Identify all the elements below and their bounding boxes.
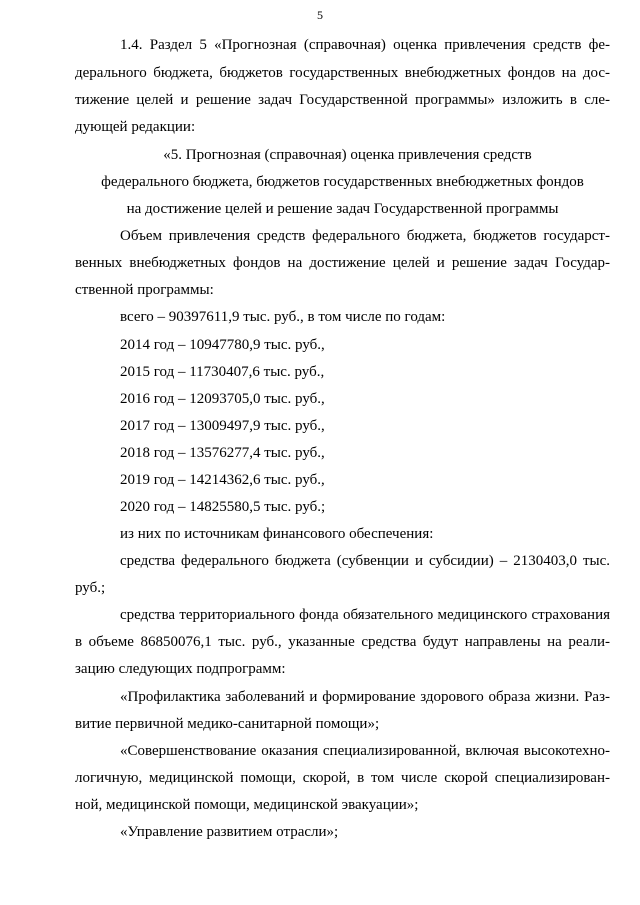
- volume-intro-line-1: Объем привлечения средств федерального бюджета, бюджетов государст-: [120, 228, 610, 244]
- section-title-line-3: на достижение целей и решение задач Государственной программы: [126, 201, 559, 217]
- item-1-4-line-3: тижение целей и решение задач Государственной программы» изложить в сле-: [75, 92, 610, 108]
- subprogram-1-line-1: «Профилактика заболеваний и формирование здорового образа жизни. Раз-: [120, 689, 610, 705]
- page-number: 5: [317, 8, 323, 22]
- year-2014-line-1: 2014 год – 10947780,9 тыс. руб.,: [120, 337, 325, 353]
- federal-funds-line-2: руб.;: [75, 580, 106, 596]
- volume-intro-line-2: венных внебюджетных фондов на достижение целей и решение задач Государ-: [75, 255, 610, 271]
- item-1-4-line-2: дерального бюджета, бюджетов государственных внебюджетных фондов на дос-: [75, 65, 610, 81]
- year-2018-line-1: 2018 год – 13576277,4 тыс. руб.,: [120, 445, 325, 461]
- year-2016-line-1: 2016 год – 12093705,0 тыс. руб.,: [120, 391, 325, 407]
- subprogram-3-line-1: «Управление развитием отрасли»;: [120, 824, 339, 840]
- year-2019-line-1: 2019 год – 14214362,6 тыс. руб.,: [120, 472, 325, 488]
- year-2020-line-1: 2020 год – 14825580,5 тыс. руб.;: [120, 499, 326, 515]
- territorial-fund-line-3: зацию следующих подпрограмм:: [75, 661, 286, 677]
- total-line-1: всего – 90397611,9 тыс. руб., в том числе по годам:: [120, 309, 446, 325]
- year-2015-line-1: 2015 год – 11730407,6 тыс. руб.,: [120, 364, 325, 380]
- section-title-line-2: федерального бюджета, бюджетов государственных внебюджетных фондов: [101, 174, 584, 190]
- sources-intro-line-1: из них по источникам финансового обеспечения:: [120, 526, 434, 542]
- subprogram-2-line-1: «Совершенствование оказания специализированной, включая высокотехно-: [120, 743, 610, 759]
- section-title-line-1: «5. Прогнозная (справочная) оценка привлечения средств: [163, 147, 532, 163]
- volume-intro-line-3: ственной программы:: [75, 282, 214, 298]
- item-1-4-line-1: 1.4. Раздел 5 «Прогнозная (справочная) оценка привлечения средств фе-: [120, 37, 610, 53]
- subprogram-1-line-2: витие первичной медико-санитарной помощи»;: [75, 716, 380, 732]
- territorial-fund-line-1: средства территориального фонда обязательного медицинского страхования: [120, 607, 610, 623]
- subprogram-2-line-3: ной, медицинской помощи, медицинской эвакуации»;: [75, 797, 419, 813]
- territorial-fund-line-2: в объеме 86850076,1 тыс. руб., указанные средства будут направлены на реали-: [75, 634, 610, 650]
- subprogram-2-line-2: логичную, медицинской помощи, скорой, в том числе скорой специализирован-: [75, 770, 610, 786]
- item-1-4-line-4: дующей редакции:: [75, 119, 196, 135]
- year-2017-line-1: 2017 год – 13009497,9 тыс. руб.,: [120, 418, 325, 434]
- federal-funds-line-1: средства федерального бюджета (субвенции и субсидии) – 2130403,0 тыс.: [120, 553, 610, 569]
